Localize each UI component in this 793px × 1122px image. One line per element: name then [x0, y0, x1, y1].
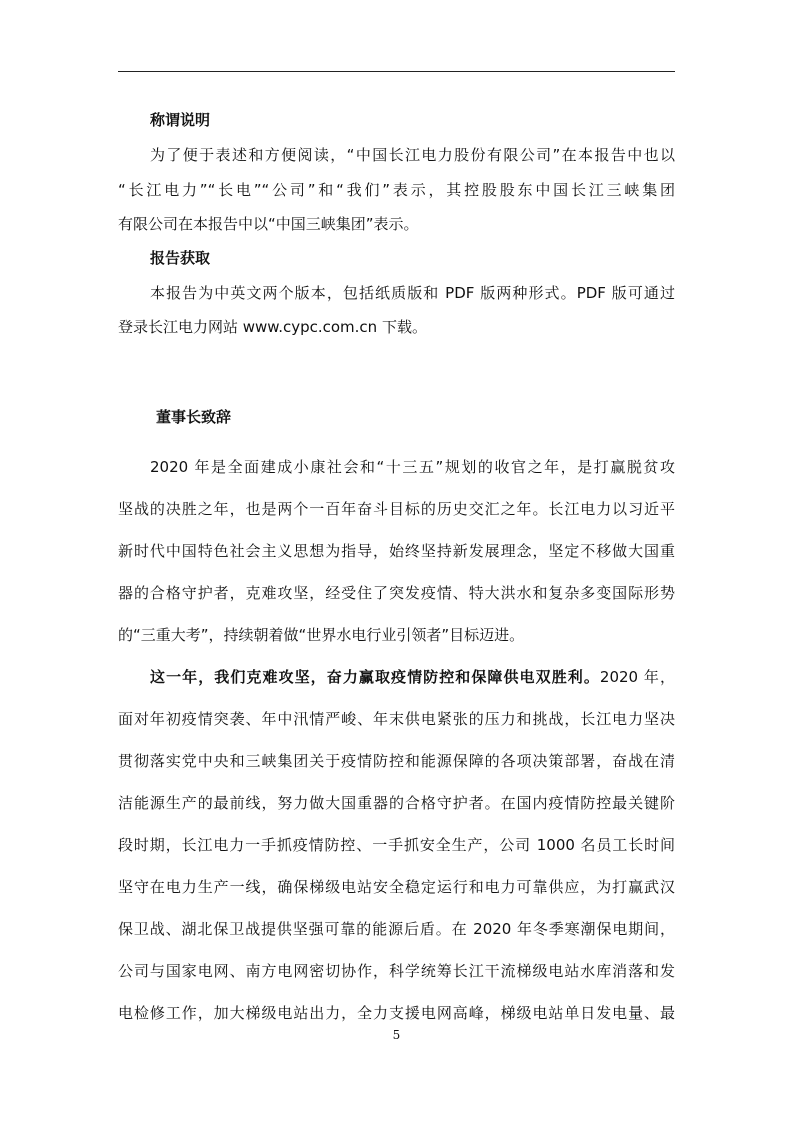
chairman-p2-line-1 — [150, 667, 675, 687]
chairman-p1-line-2: 坚战的决胜之年，也是两个一百年奋斗目标的历史交汇之年。长江电力以习近平 — [118, 500, 675, 518]
chairman-p1-line-1: 2020 年是全面建成小康社会和“十三五”规划的收官之年，是打赢脱贫攻 — [150, 458, 675, 476]
chairman-p2-line-9: 电检修工作，加大梯级电站出力，全力支援电网高峰，梯级电站单日发电量、最 — [118, 1004, 675, 1022]
terms-line-2: “长江电力”“长电”“公司”和“我们”表示，其控股股东中国长江三峡集团 — [118, 181, 675, 199]
access-line-2: 登录长江电力网站 www.cypc.com.cn 下载。 — [118, 318, 427, 336]
access-line-1: 本报告为中英文两个版本，包括纸质版和 PDF 版两种形式。PDF 版可通过 — [150, 284, 675, 302]
chairman-p2-line-2: 面对年初疫情突袭、年中汛情严峻、年末供电紧张的压力和挑战，长江电力坚决 — [118, 710, 675, 728]
header-rule — [118, 71, 675, 72]
page-number: 5 — [392, 1028, 401, 1042]
chairman-p2-line-3: 贯彻落实党中央和三峡集团关于疫情防控和能源保障的各项决策部署，奋战在清 — [118, 752, 675, 770]
chairman-p2-line-6: 坚守在电力生产一线，确保梯级电站安全稳定运行和电力可靠供应，为打赢武汉 — [118, 878, 675, 896]
section-heading-terms: 称谓说明 — [150, 111, 211, 129]
chairman-p2-line-4: 洁能源生产的最前线，努力做大国重器的合格守护者。在国内疫情防控最关键阶 — [118, 794, 675, 812]
chairman-p1-line-4: 器的合格守护者，克难攻坚，经受住了突发疫情、特大洪水和复杂多变国际形势 — [118, 584, 675, 602]
chairman-p2-line-7: 保卫战、湖北保卫战提供坚强可靠的能源后盾。在 2020 年冬季寒潮保电期间， — [118, 920, 675, 938]
section-heading-chairman: 董事长致辞 — [156, 408, 232, 426]
chairman-p2-line-8: 公司与国家电网、南方电网密切协作，科学统筹长江干流梯级电站水库消落和发 — [118, 962, 675, 980]
chairman-p1-line-5: 的“三重大考”，持续朝着做“世界水电行业引领者”目标迈进。 — [118, 626, 525, 644]
chairman-p1-line-3: 新时代中国特色社会主义思想为指导，始终坚持新发展理念，坚定不移做大国重 — [118, 542, 675, 560]
terms-line-3: 有限公司在本报告中以“中国三峡集团”表示。 — [118, 215, 419, 233]
chairman-p2-line-5: 段时期，长江电力一手抓疫情防控、一手抓安全生产，公司 1000 名员工长时间 — [118, 836, 675, 854]
chairman-p2-lead: 这一年，我们克难攻坚，奋力赢取疫情防控和保障供电双胜利。 — [150, 668, 600, 686]
section-heading-access: 报告获取 — [150, 249, 211, 267]
terms-line-1: 为了便于表述和方便阅读，“中国长江电力股份有限公司”在本报告中也以 — [150, 146, 675, 164]
chairman-p2-lead-tail: 2020 年， — [599, 668, 675, 686]
